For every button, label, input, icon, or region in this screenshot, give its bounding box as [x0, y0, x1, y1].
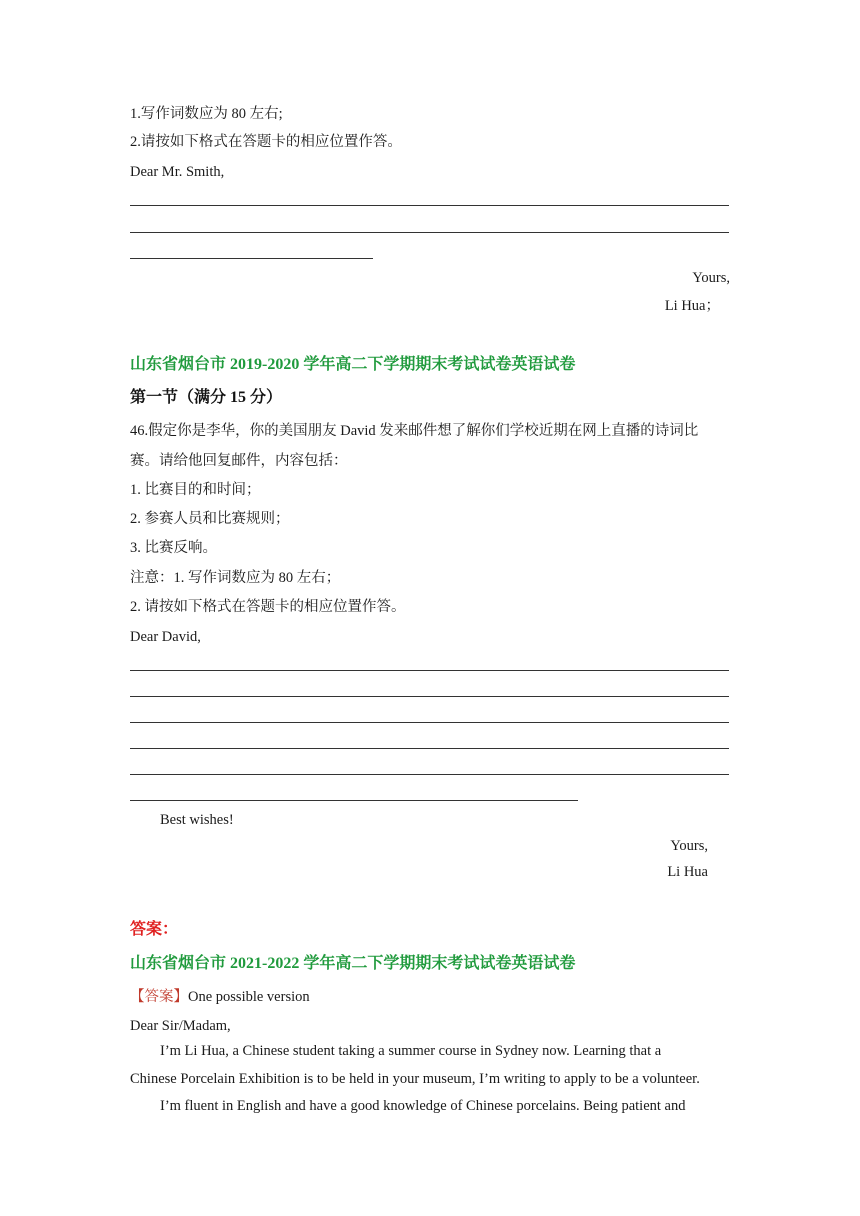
- note-2: 2. 请按如下格式在答题卡的相应位置作答。: [130, 599, 406, 615]
- letter-closing: Yours,: [670, 838, 708, 854]
- answer-line: [130, 748, 729, 749]
- section-heading: 第一节（满分 15 分）: [130, 389, 283, 406]
- answer-paragraph: I’m Li Hua, a Chinese student taking a summer course in Sydney now. Learning that a: [160, 1043, 662, 1059]
- answer-intro: [130, 988, 310, 1006]
- answer-intro-text: One possible version: [188, 989, 310, 1005]
- answers-label: 答案：: [130, 921, 179, 938]
- answer-line: [130, 800, 578, 801]
- exam-title: 山东省烟台市 2021-2022 学年高二下学期期末考试试卷英语试卷: [130, 955, 576, 972]
- note-1: 注意：1. 写作词数应为 80 左右；: [130, 570, 341, 586]
- exam-title: 山东省烟台市 2019-2020 学年高二下学期期末考试试卷英语试卷: [130, 356, 576, 373]
- content-item-1: 1. 比赛目的和时间；: [130, 482, 261, 498]
- letter-closing: Yours,: [692, 270, 730, 286]
- prompt-text: 46.假定你是李华，你的美国朋友 David 发来邮件想了解你们学校近期在网上直播的诗词比: [130, 423, 699, 439]
- requirement-2: 2.请按如下格式在答题卡的相应位置作答。: [130, 134, 402, 150]
- letter-signature: Li Hua: [667, 864, 708, 880]
- answer-line: [130, 774, 729, 775]
- requirement-1: 1.写作词数应为 80 左右;: [130, 106, 283, 122]
- letter-signature: Li Hua；: [664, 298, 720, 314]
- letter-greeting: Dear David,: [130, 629, 201, 645]
- content-item-3: 3. 比赛反响。: [130, 540, 217, 556]
- answer-paragraph: Chinese Porcelain Exhibition is to be held in your museum, I’m writing to apply to be a volunteer.: [130, 1071, 700, 1087]
- answer-line: [130, 258, 373, 259]
- answer-tag: 【答案】: [130, 989, 188, 1005]
- answer-line: [130, 232, 729, 233]
- answer-paragraph: I’m fluent in English and have a good knowledge of Chinese porcelains. Being patient and: [160, 1098, 686, 1114]
- answer-greeting: Dear Sir/Madam,: [130, 1018, 231, 1034]
- best-wishes: Best wishes!: [160, 812, 234, 828]
- prompt-text: 赛。请给他回复邮件，内容包括：: [130, 453, 348, 469]
- content-item-2: 2. 参赛人员和比赛规则；: [130, 511, 290, 527]
- letter-greeting: Dear Mr. Smith,: [130, 164, 225, 180]
- answer-line: [130, 670, 729, 671]
- answer-line: [130, 205, 729, 206]
- answer-line: [130, 696, 729, 697]
- answer-line: [130, 722, 729, 723]
